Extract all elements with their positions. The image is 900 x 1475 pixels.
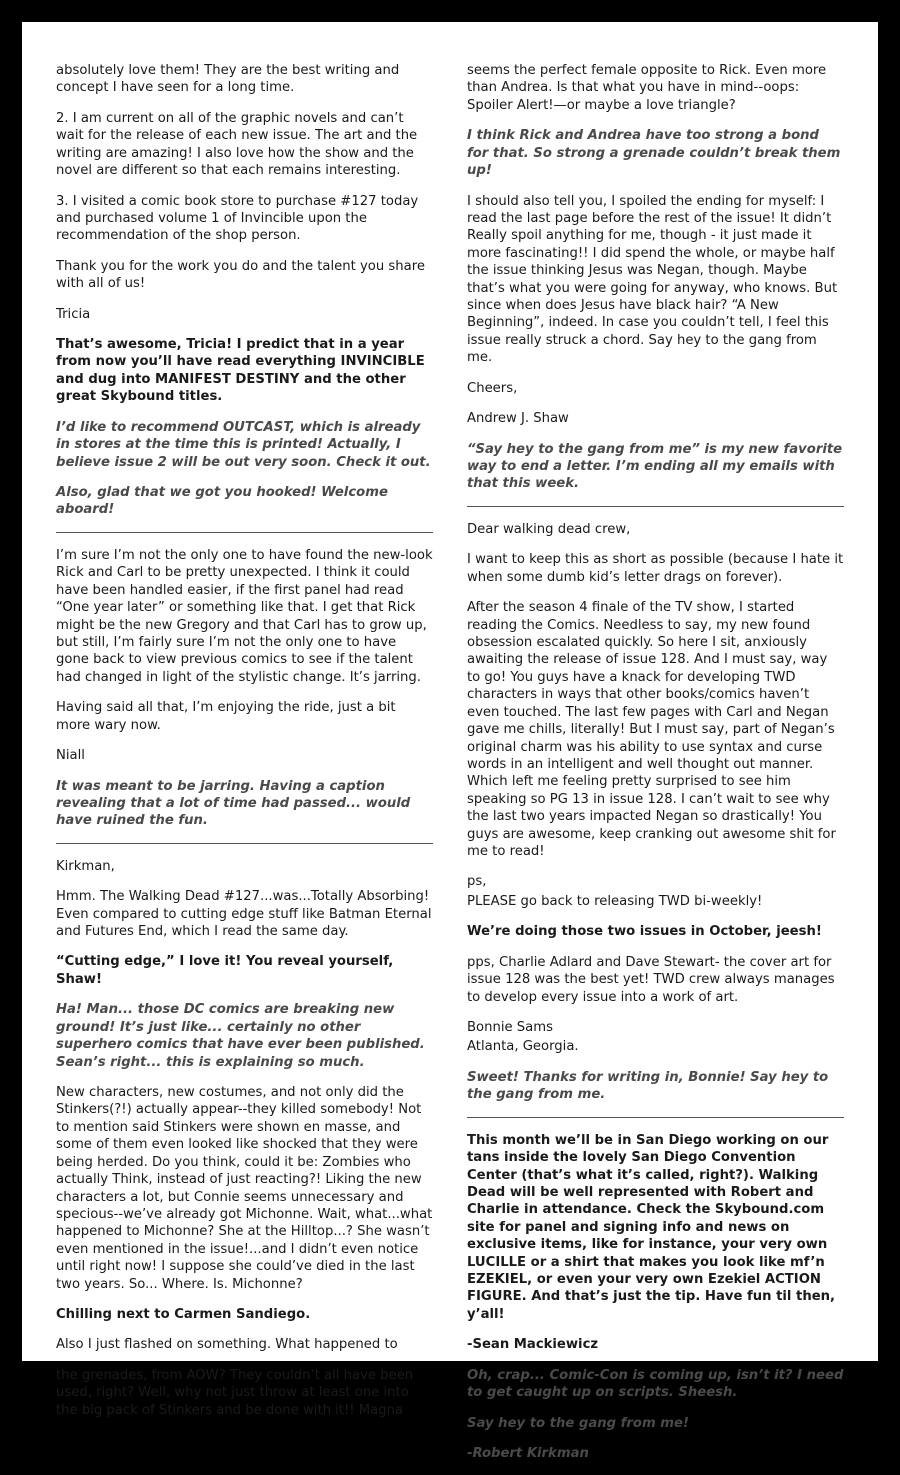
left-paragraph: Chilling next to Carmen Sandiego. — [56, 1307, 311, 1323]
left-paragraph: Hmm. The Walking Dead #127...was...Totally Absorbing! Even compared to cutting edge stuff like Batman Eternal and Futures End, which I read the same day. — [56, 889, 432, 940]
right-paragraph: This month we’ll be in San Diego working on our tans inside the lovely San Diego Convention Center (that’s what it’s called, right?). Walking Dead will be well represented with Robert and Charlie in attendance. Check the Skybound.com site for panel and signing info and news on exclusive items, like for instance, your very own LUCILLE or a shirt that makes you look like mf’n EZEKIEL, or even your very own Ezekiel ACTION FIGURE. And that’s just the tip. Have fun til then, y’all! — [467, 1132, 836, 1322]
left-paragraph: the grenades, from AOW? They couldn’t all have been used, right? Well, why not just throw at least one into the big pack of Stinkers and be done with it!! Magna — [56, 1367, 414, 1418]
left-paragraph: “Cutting edge,” I love it! You reveal yourself, Shaw! — [56, 954, 394, 987]
right-paragraph: Oh, crap... Comic-Con is coming up, isn’t it? I need to get caught up on scripts. Sheesh. — [467, 1367, 844, 1401]
left-paragraph: New characters, new costumes, and not only did the Stinkers(?!) actually appear--they killed somebody! Not to mention said Stinkers were shown en masse, and some of them even looked like shocked that they were being herded. Do you think, could it be: Zombies who actually Think, instead of just reacting?! Liking the new characters a lot, but Connie seems unnecessary and specious--we’ve already got Michonne. Wait, what...what happened to Michonne? She at the Hilltop...? She wasn’t even mentioned in the issue!...and I didn’t even notice until right now! I suppose she could’ve died in the last two years. So... Where. Is. Michonne? — [56, 1084, 433, 1292]
right-paragraph: Dear walking dead crew, — [467, 521, 631, 537]
left-paragraph: Thank you for the work you do and the talent you share with all of us! — [56, 258, 425, 292]
right-paragraph: After the season 4 finale of the TV show, I started reading the Comics. Needless to say, my new found obsession escalated quickly. So here I sit, anxiously awaiting the release of issue 128. And I must say, way to go! You guys have a knack for developing TWD characters in ways that other books/comics haven’t even touched. The last few pages with Carl and Negan gave me chills, literally! But I must say, part of Negan’s original charm was his ability to use syntax and curse words in an intelligent and well thought out manner. Which left me feeling pretty surprised to see him speaking so PG 13 in issue 128. I can’t wait to see why the last two years impacted Negan so drastically! You guys are awesome, keep cranking out awesome shit for me to read! — [467, 600, 836, 860]
left-paragraph: Tricia — [56, 306, 91, 322]
left-paragraph: 3. I visited a comic book store to purchase #127 today and purchased volume 1 of Invincible upon the recommendation of the shop person. — [56, 193, 419, 244]
left-paragraph: That’s awesome, Tricia! I predict that in a year from now you’ll have read everything INVINCIBLE and dug into MANIFEST DESTINY and the other great Skybound titles. — [56, 337, 425, 405]
left-paragraph: Niall — [56, 748, 85, 764]
right-paragraph: “Say hey to the gang from me” is my new favorite way to end a letter. I’m ending all my emails with that this week. — [467, 441, 843, 492]
right-paragraph: I want to keep this as short as possible (because I hate it when some dumb kid’s letter drags on forever). — [467, 552, 844, 585]
right-paragraph: -Robert Kirkman — [467, 1446, 589, 1461]
left-paragraph: absolutely love them! They are the best writing and concept I have seen for a long time. — [56, 63, 400, 96]
right-paragraph: Say hey to the gang from me! — [467, 1415, 689, 1431]
right-paragraph: Bonnie Sams — [467, 1019, 553, 1035]
two-column-layout — [56, 62, 844, 1475]
right-paragraph: I should also tell you, I spoiled the ending for myself: I read the last page before the rest of the issue! It didn’t Really spoil anything for me, though - it just made it more fascinating!! I did spend the whole, or maybe half the issue thinking Jesus was Negan, though. Maybe that’s what you were going for anyway, who knows. But since when does Jesus have black hair? “A New Beginning”, indeed. In case you couldn’t tell, I feel this issue really struck a chord. Say hey to the gang from me. — [467, 193, 838, 366]
left-paragraph: Also I just flashed on something. What happened to — [56, 1337, 398, 1353]
right-paragraph: Cheers, — [467, 380, 518, 396]
right-paragraph: Atlanta, Georgia. — [467, 1039, 579, 1055]
left-divider — [56, 843, 433, 844]
right-paragraph: I think Rick and Andrea have too strong a bond for that. So strong a grenade couldn’t break them up! — [467, 128, 841, 179]
letters-page — [22, 22, 878, 1461]
right-paragraph: Andrew J. Shaw — [467, 411, 569, 427]
left-divider — [56, 532, 433, 533]
left-paragraph: I’m sure I’m not the only one to have found the new-look Rick and Carl to be pretty unexpected. I think it could have been handled easier, if the first panel had read “One year later” or something like that. I get that Rick might be the new Gregory and that Carl has to grow up, but still, I’m fairly sure I’m not the only one to have gone back to view previous comics to see if the talent had changed in light of the stylistic change. It’s jarring. — [56, 547, 433, 685]
right-divider — [467, 1117, 844, 1118]
right-paragraph: PLEASE go back to releasing TWD bi-weekly! — [467, 893, 763, 909]
left-paragraph: Ha! Man... those DC comics are breaking new ground! It’s just like... certainly no other superhero comics that have ever been published. Sean’s right... this is explaining so much. — [56, 1002, 425, 1070]
right-paragraph: Sweet! Thanks for writing in, Bonnie! Say hey to the gang from me. — [467, 1069, 829, 1103]
left-paragraph: Having said all that, I’m enjoying the ride, just a bit more wary now. — [56, 700, 396, 733]
right-divider — [467, 506, 844, 507]
left-paragraph: Kirkman, — [56, 858, 115, 874]
right-text-column — [467, 62, 844, 1475]
left-paragraph: 2. I am current on all of the graphic novels and can’t wait for the release of each new issue. The art and the writing are amazing! I also love how the show and the novel are different so that each remains interesting. — [56, 110, 418, 179]
right-paragraph: pps, Charlie Adlard and Dave Stewart- the cover art for issue 128 was the best yet! TWD crew always manages to develop every issue into a work of art. — [467, 954, 835, 1005]
right-paragraph: -Sean Mackiewicz — [467, 1337, 599, 1353]
left-paragraph: Also, glad that we got you hooked! Welcome aboard! — [56, 485, 388, 518]
right-paragraph: We’re doing those two issues in October, jeesh! — [467, 924, 822, 940]
right-paragraph: ps, — [467, 874, 487, 890]
right-paragraph: seems the perfect female opposite to Rick. Even more than Andrea. Is that what you have in mind--oops: Spoiler Alert!—or maybe a love triangle? — [467, 63, 827, 113]
left-text-column — [56, 62, 433, 1432]
left-paragraph: It was meant to be jarring. Having a caption revealing that a lot of time had passed... would have ruined the fun. — [56, 778, 411, 829]
left-paragraph: I’d like to recommend OUTCAST, which is already in stores at the time this is printed! Actually, I believe issue 2 will be out very soon. Check it out. — [56, 419, 431, 470]
